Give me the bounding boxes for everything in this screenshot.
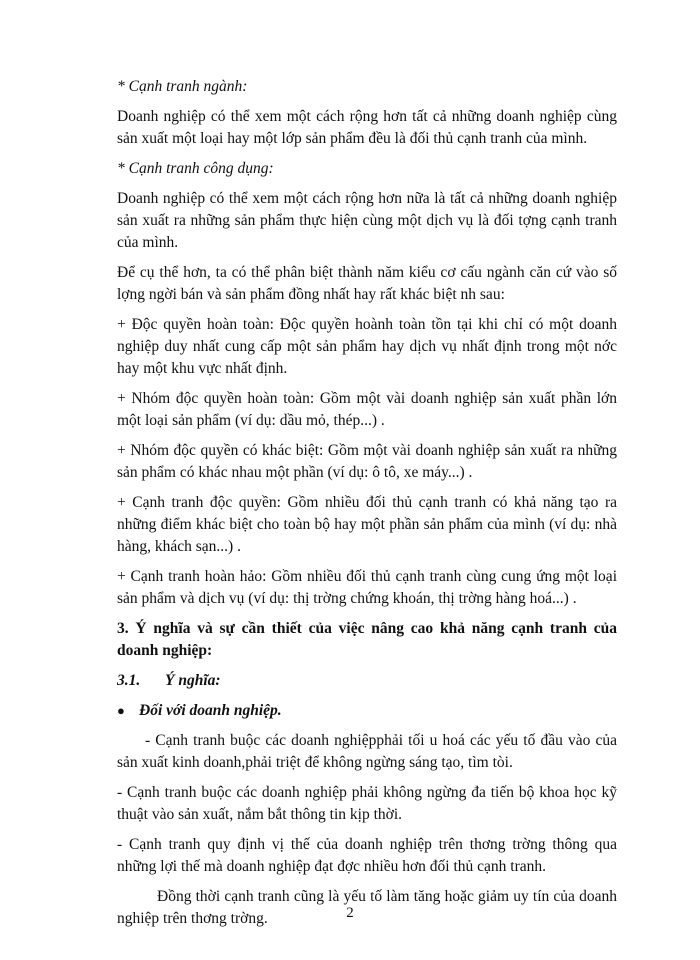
paragraph: Để cụ thể hơn, ta có thể phân biệt thành năm kiểu cơ cấu ngành căn cứ vào số lợng ngời bán và sản phẩm đồng nhất hay rất khác biệt nh sau:: [117, 264, 617, 303]
page-number: 2: [346, 905, 354, 921]
page-content: [117, 76, 617, 938]
paragraph: Doanh nghiệp có thể xem một cách rộng hơn nữa là tất cả những doanh nghiệp sản xuất ra những sản phẩm thực hiện cùng một dịch vụ là đối tợng cạnh tranh của mình.: [117, 190, 617, 251]
section-heading: 3. Ý nghĩa và sự cần thiết của việc nâng cao khả năng cạnh tranh của doanh nghiệp:: [117, 620, 617, 659]
paragraph: Đồng thời cạnh tranh cũng là yếu tố làm tăng hoặc giảm uy tín của doanh nghiệp trên thơng trờng.: [117, 888, 617, 927]
bullet-heading-text: Đối với doanh nghiệp.: [139, 702, 282, 719]
subsection-heading: [117, 670, 617, 692]
paragraph: - Cạnh tranh buộc các doanh nghiệp phải không ngừng đa tiến bộ khoa học kỹ thuật vào sản xuất, nắm bắt thông tin kịp thời.: [117, 784, 617, 823]
bullet-heading: [117, 700, 617, 722]
subheading-industry-competition: * Cạnh tranh ngành:: [117, 78, 248, 95]
list-item: + Cạnh tranh hoàn hảo: Gồm nhiều đối thủ cạnh tranh cùng cung ứng một loại sản phẩm và dịch vụ (ví dụ: thị trờng chứng khoán, thị trờng hàng hoá...) .: [117, 568, 617, 607]
paragraph: Doanh nghiệp có thể xem một cách rộng hơn tất cả những doanh nghiệp cùng sản xuất một loại hay một lớp sản phẩm đều là đối thủ cạnh tranh của mình.: [117, 108, 617, 147]
subsection-title: Ý nghĩa:: [165, 672, 221, 689]
paragraph: - Cạnh tranh buộc các doanh nghiệpphải tối u hoá các yếu tố đầu vào của sản xuất kinh doanh,phải triệt để không ngừng sáng tạo, tìm tòi.: [117, 732, 617, 771]
list-item: + Độc quyền hoàn toàn: Độc quyền hoành toàn tồn tại khi chỉ có một doanh nghiệp duy nhất cung cấp một sản phẩm hay dịch vụ nhất định trong một nớc hay một khu vực nhất định.: [117, 316, 617, 377]
list-item: + Nhóm độc quyền có khác biệt: Gồm một vài doanh nghiệp sản xuất ra những sản phẩm có khác nhau một phần (ví dụ: ô tô, xe máy...) .: [117, 442, 617, 481]
list-item: + Cạnh tranh độc quyền: Gồm nhiều đối thủ cạnh tranh có khả năng tạo ra những điểm khác biệt cho toàn bộ hay một phần sản phẩm của mình (ví dụ: nhà hàng, khách sạn...) .: [117, 494, 617, 555]
subheading-utility-competition: * Cạnh tranh công dụng:: [117, 160, 274, 177]
subsection-number: 3.1.: [117, 672, 141, 689]
list-item: + Nhóm độc quyền hoàn toàn: Gồm một vài doanh nghiệp sản xuất phần lớn một loại sản phẩm (ví dụ: dầu mỏ, thép...) .: [117, 390, 617, 429]
paragraph: - Cạnh tranh quy định vị thế của doanh nghiệp trên thơng trờng thông qua những lợi thế mà doanh nghiệp đạt đợc nhiều hơn đối thủ cạnh tranh.: [117, 836, 617, 875]
bullet-icon: ●: [117, 703, 125, 718]
